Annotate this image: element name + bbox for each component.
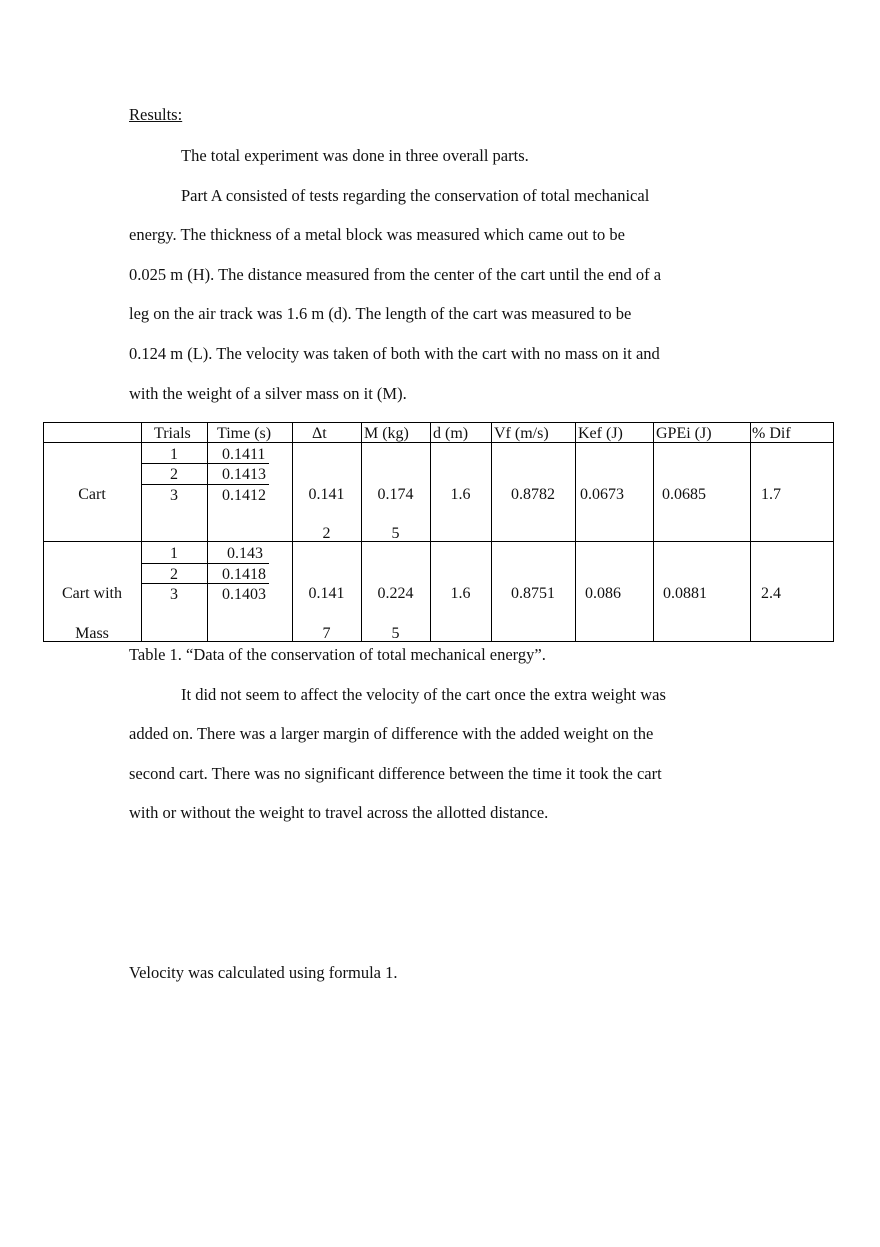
trial-time: 0.1413 bbox=[222, 466, 266, 483]
paragraph-line: leg on the air track was 1.6 m (d). The length of the cart was measured to be bbox=[129, 304, 632, 323]
paragraph-line: second cart. There was no significant difference between the time it took the cart bbox=[129, 764, 662, 783]
header-potential-energy: GPEi (J) bbox=[656, 425, 712, 442]
table-border-bottom bbox=[43, 641, 834, 642]
table-col-rule bbox=[750, 422, 751, 642]
trial-number: 1 bbox=[170, 446, 178, 463]
trial-number: 3 bbox=[170, 586, 178, 603]
intro-paragraph: The total experiment was done in three overall parts. bbox=[181, 146, 529, 165]
header-trials: Trials bbox=[154, 425, 191, 442]
group-label-wrap: Mass bbox=[75, 625, 109, 642]
trial-number: 2 bbox=[170, 466, 178, 483]
table-col-rule bbox=[430, 422, 431, 642]
kinetic-energy-value: 0.086 bbox=[585, 585, 621, 602]
table-caption: Table 1. “Data of the conservation of total mechanical energy”. bbox=[129, 645, 546, 664]
table-col-rule bbox=[575, 422, 576, 642]
delta-t-value: 0.141 bbox=[308, 486, 345, 503]
delta-t-value-wrap: 7 bbox=[322, 625, 331, 642]
results-heading: Results: bbox=[129, 105, 183, 124]
paragraph-line: energy. The thickness of a metal block was measured which came out to be bbox=[129, 225, 625, 244]
final-velocity-value: 0.8751 bbox=[511, 585, 555, 602]
table-border-right bbox=[833, 422, 834, 642]
mass-value: 0.224 bbox=[377, 585, 414, 602]
distance-value: 1.6 bbox=[450, 486, 471, 503]
header-kinetic-energy: Kef (J) bbox=[578, 425, 623, 442]
table-row-rule bbox=[141, 484, 269, 485]
percent-difference-value: 1.7 bbox=[761, 486, 781, 503]
trial-number: 3 bbox=[170, 487, 178, 504]
trial-number: 2 bbox=[170, 566, 178, 583]
table-col-rule bbox=[207, 422, 208, 642]
delta-t-value: 0.141 bbox=[308, 585, 345, 602]
header-mass: M (kg) bbox=[364, 425, 409, 442]
table-border-top bbox=[43, 422, 834, 423]
table-col-rule bbox=[653, 422, 654, 642]
header-final-velocity: Vf (m/s) bbox=[494, 425, 549, 442]
trial-number: 1 bbox=[170, 545, 178, 562]
header-delta-t: Δt bbox=[312, 425, 327, 442]
header-time: Time (s) bbox=[217, 425, 272, 442]
table-col-rule bbox=[491, 422, 492, 642]
group-label: Cart with bbox=[62, 585, 122, 602]
trial-time: 0.143 bbox=[227, 545, 263, 562]
paragraph-line: 0.124 m (L). The velocity was taken of both with the cart with no mass on it and bbox=[129, 344, 660, 363]
paragraph-line: Part A consisted of tests regarding the conservation of total mechanical bbox=[181, 186, 650, 205]
header-percent-difference: % Dif bbox=[752, 425, 791, 442]
delta-t-value-wrap: 2 bbox=[322, 525, 331, 542]
paragraph-line: with the weight of a silver mass on it (M). bbox=[129, 384, 407, 403]
potential-energy-value: 0.0685 bbox=[662, 486, 706, 503]
velocity-note: Velocity was calculated using formula 1. bbox=[129, 963, 398, 982]
table-group-rule bbox=[43, 541, 834, 542]
paragraph-line: with or without the weight to travel across the allotted distance. bbox=[129, 803, 549, 822]
paragraph-line: 0.025 m (H). The distance measured from the center of the cart until the end of a bbox=[129, 265, 662, 284]
table-row-rule bbox=[141, 563, 269, 564]
group-label: Cart bbox=[78, 486, 106, 503]
final-velocity-value: 0.8782 bbox=[511, 486, 555, 503]
kinetic-energy-value: 0.0673 bbox=[580, 486, 624, 503]
percent-difference-value: 2.4 bbox=[761, 585, 781, 602]
trial-time: 0.1412 bbox=[222, 487, 266, 504]
table-border-left bbox=[43, 422, 44, 642]
potential-energy-value: 0.0881 bbox=[663, 585, 707, 602]
trial-time: 0.1418 bbox=[222, 566, 266, 583]
trial-time: 0.1411 bbox=[222, 446, 266, 463]
mass-value: 0.174 bbox=[377, 486, 414, 503]
paragraph-line: It did not seem to affect the velocity of the cart once the extra weight was bbox=[181, 685, 666, 704]
mass-value-wrap: 5 bbox=[391, 625, 400, 642]
paragraph-line: added on. There was a larger margin of difference with the added weight on the bbox=[129, 724, 654, 743]
distance-value: 1.6 bbox=[450, 585, 471, 602]
trial-time: 0.1403 bbox=[222, 586, 266, 603]
mass-value-wrap: 5 bbox=[391, 525, 400, 542]
header-distance: d (m) bbox=[433, 425, 469, 442]
